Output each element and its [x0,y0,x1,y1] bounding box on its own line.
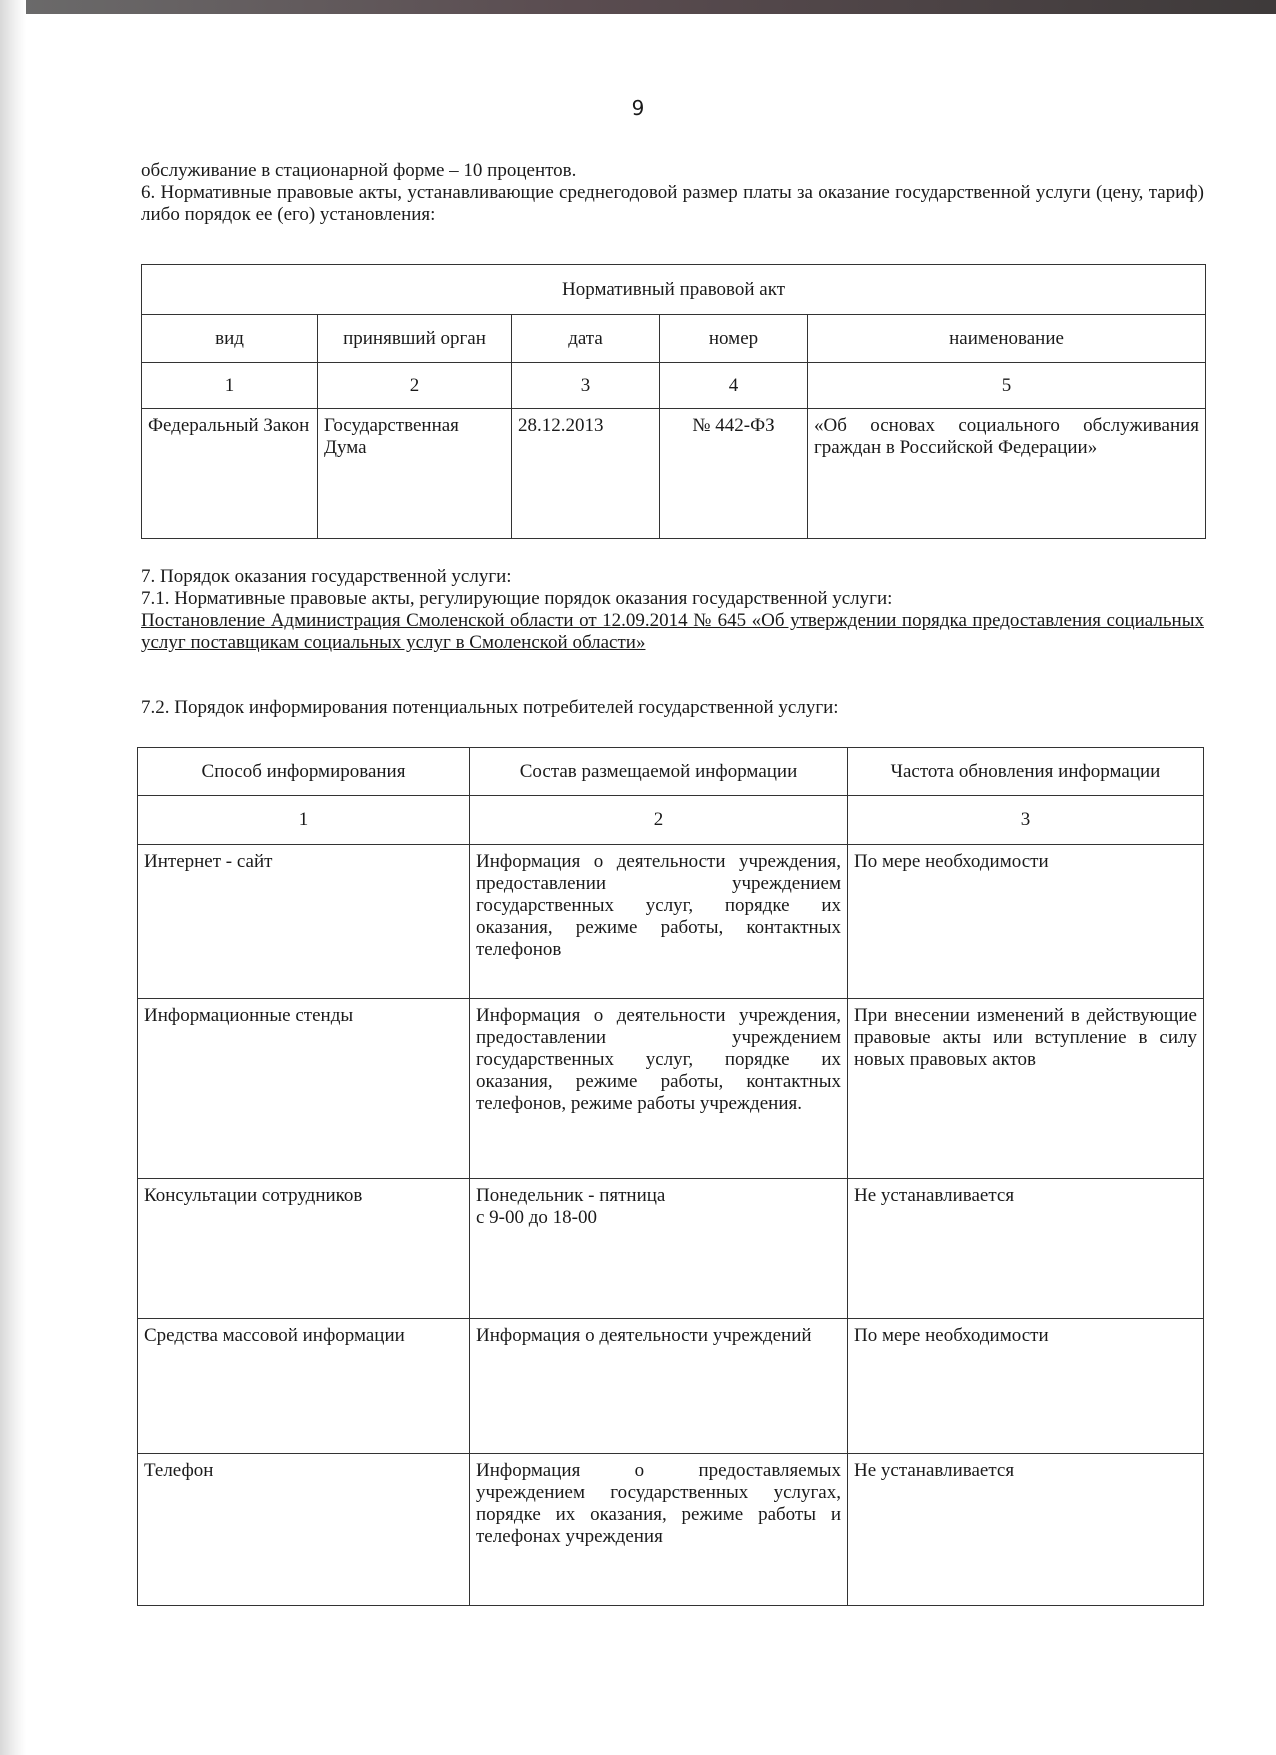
info-method: Консультации сотрудников [138,1179,470,1319]
act-type: Федеральный Закон [142,409,318,539]
scan-edge-left [0,0,26,1755]
info-col-number: 2 [470,796,848,845]
acts-col-number: 2 [318,363,512,409]
info-content-hours: с 9-00 до 18-00 [476,1207,598,1228]
acts-col-number: 4 [660,363,808,409]
act-title: «Об основах социального обслуживания граждан в Российской Федерации» [808,409,1206,539]
acts-col-number: 1 [142,363,318,409]
section7-heading: 7. Порядок оказания государственной услуги: [141,566,512,587]
info-content: Информация о деятельности учреждений [470,1319,848,1454]
acts-col-number: 3 [512,363,660,409]
acts-table [141,264,1206,539]
act-date: 28.12.2013 [512,409,660,539]
info-method: Телефон [138,1454,470,1606]
acts-header-body: принявший орган [318,315,512,363]
info-content: Информация о предоставляемых учреждением государственных услугах, порядке их оказания, режиме работы и телефонах учреждения [470,1454,848,1606]
acts-header-title: наименование [808,315,1206,363]
acts-header-type: вид [142,315,318,363]
info-content: Информация о деятельности учреждения, предоставлении учреждением государственных услуг, порядке их оказания, режиме работы, контактных телефонов [470,845,848,999]
info-method: Средства массовой информации [138,1319,470,1454]
table-row [138,1179,1204,1319]
intro-line: обслуживание в стационарной форме – 10 процентов. [141,160,577,181]
info-header-frequency: Частота обновления информации [848,748,1204,796]
info-col-number: 1 [138,796,470,845]
info-content: Информация о деятельности учреждения, предоставлении учреждением государственных услуг, порядке их оказания, режиме работы, контактных телефонов, режиме работы учреждения. [470,999,848,1179]
table-row [138,999,1204,1179]
acts-header-number: номер [660,315,808,363]
table-row [138,1319,1204,1454]
table-row [142,409,1206,539]
intro-text [141,160,1204,226]
info-method: Информационные стенды [138,999,470,1179]
info-frequency: Не устанавливается [848,1179,1204,1319]
act-number: № 442-ФЗ [660,409,808,539]
acts-header-date: дата [512,315,660,363]
regulation-link: Постановление Администрация Смоленской области от 12.09.2014 № 645 «Об утверждении порядка предоставления социальных услуг поставщикам социальных услуг в Смоленской области» [141,610,1204,653]
info-content [470,1179,848,1319]
act-body: Государственная Дума [318,409,512,539]
section7-block [141,566,1204,654]
acts-table-title: Нормативный правовой акт [142,265,1206,315]
info-method: Интернет - сайт [138,845,470,999]
table-row [138,1454,1204,1606]
info-frequency: При внесении изменений в действующие правовые акты или вступление в силу новых правовых актов [848,999,1204,1179]
section6-heading: 6. Нормативные правовые акты, устанавливающие среднегодовой размер платы за оказание государственной услуги (цену, тариф) либо порядок ее (его) установления: [141,182,1204,225]
page-number: 9 [631,96,645,120]
scan-edge-top [0,0,1276,14]
info-header-content: Состав размещаемой информации [470,748,848,796]
section72-heading: 7.2. Порядок информирования потенциальных потребителей государственной услуги: [141,697,839,718]
info-frequency: По мере необходимости [848,1319,1204,1454]
acts-col-number: 5 [808,363,1206,409]
section71-heading: 7.1. Нормативные правовые акты, регулирующие порядок оказания государственной услуги: [141,588,893,609]
info-table [137,747,1204,1606]
table-row [138,845,1204,999]
info-col-number: 3 [848,796,1204,845]
info-content-days: Понедельник - пятница [476,1185,666,1206]
info-frequency: По мере необходимости [848,845,1204,999]
info-frequency: Не устанавливается [848,1454,1204,1606]
info-header-method: Способ информирования [138,748,470,796]
